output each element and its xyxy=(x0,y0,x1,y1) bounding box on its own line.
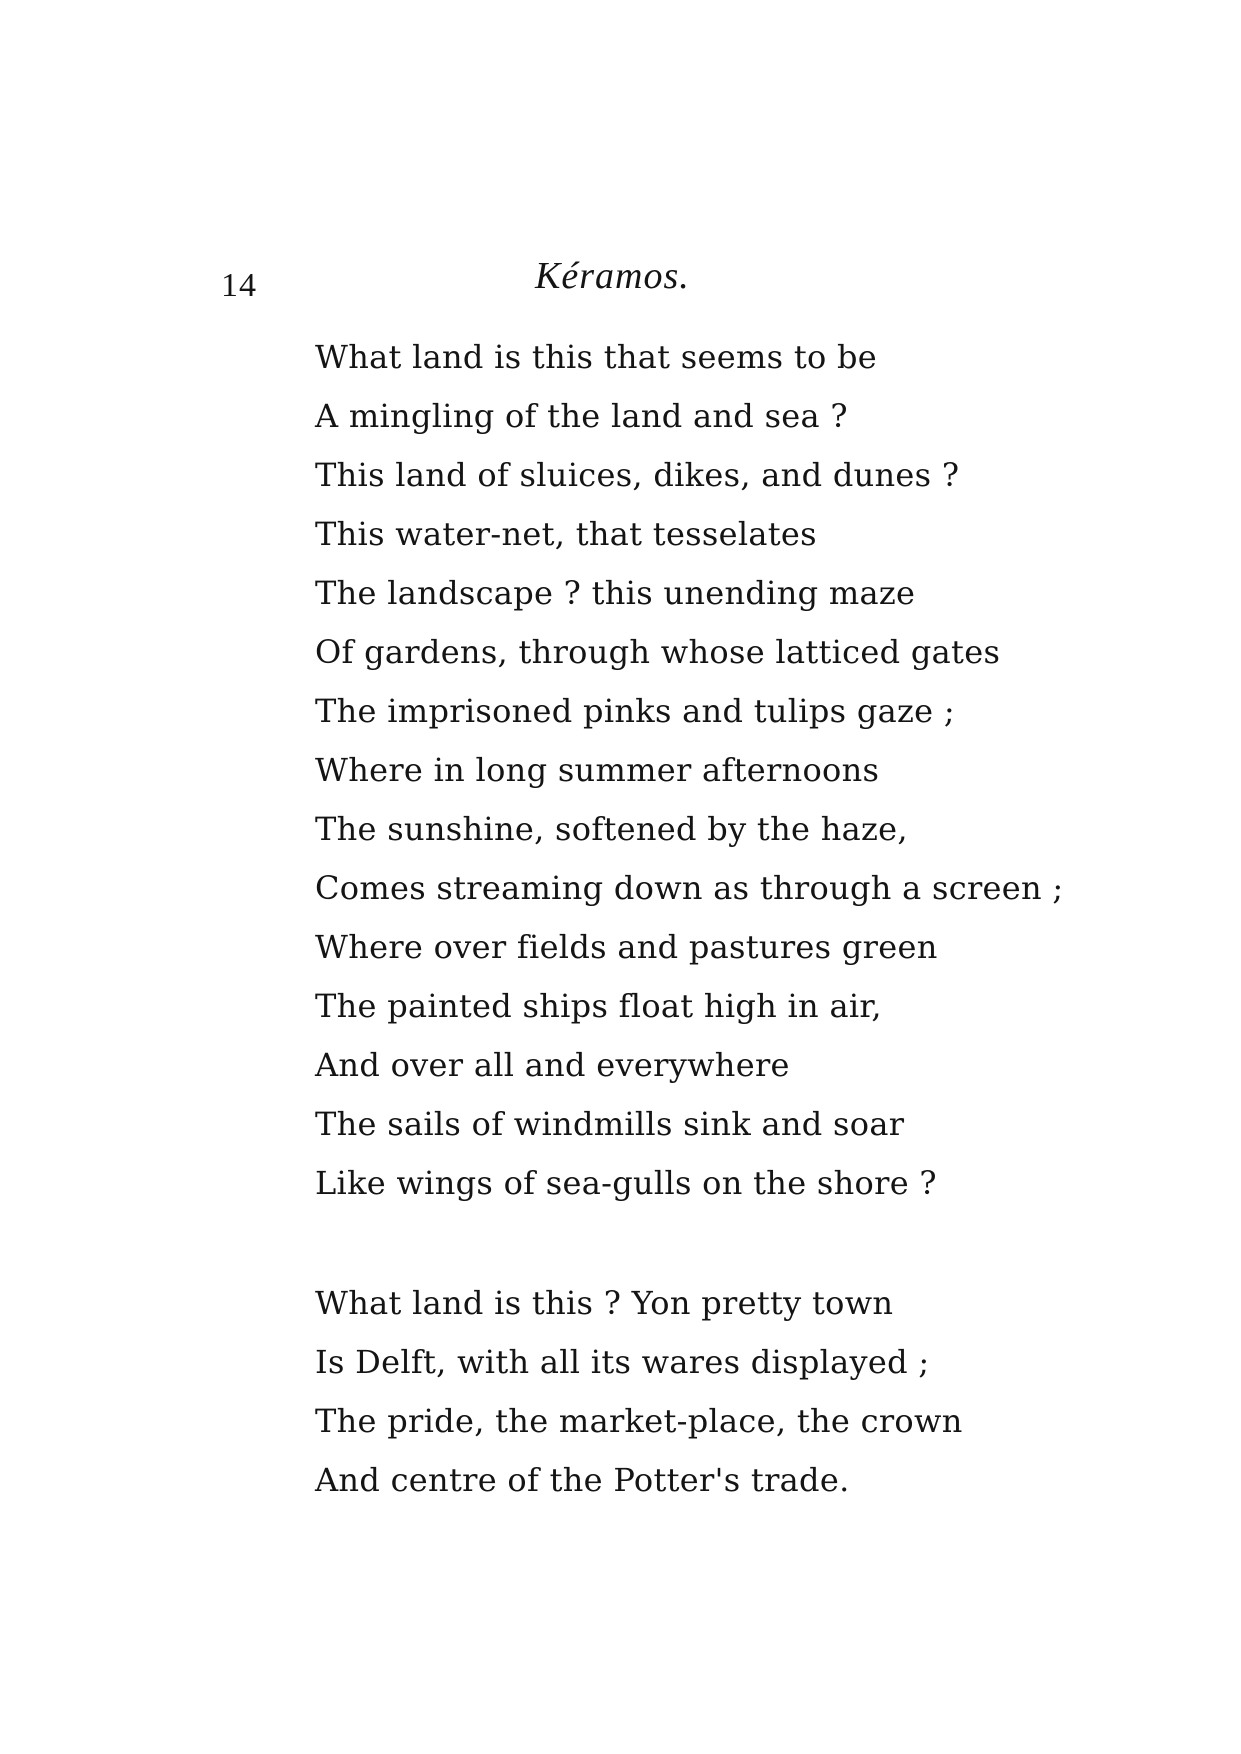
poem-stanza-1 xyxy=(315,328,1064,1213)
running-title: Kéramos. xyxy=(535,255,690,297)
page-number: 14 xyxy=(221,267,257,304)
poem-line: The landscape ? this unending maze xyxy=(315,574,916,612)
poem-line: What land is this ? Yon pretty town xyxy=(315,1284,894,1322)
poem-line: Comes streaming down as through a screen ; xyxy=(315,869,1064,907)
poem-line: Of gardens, through whose latticed gates xyxy=(315,633,1001,671)
poem-line: The pride, the market-place, the crown xyxy=(315,1402,963,1440)
poem-line: What land is this that seems to be xyxy=(315,338,878,376)
poem-line: The painted ships float high in air, xyxy=(315,987,882,1025)
poem-line: The imprisoned pinks and tulips gaze ; xyxy=(315,692,955,730)
poem-line: Where in long summer afternoons xyxy=(315,751,880,789)
poem-line: A mingling of the land and sea ? xyxy=(315,397,848,435)
poem-line: The sunshine, softened by the haze, xyxy=(315,810,908,848)
poem-line: The sails of windmills sink and soar xyxy=(315,1105,905,1143)
poem-line: This water-net, that tesselates xyxy=(315,515,817,553)
poem-line: Like wings of sea-gulls on the shore ? xyxy=(315,1164,937,1202)
poem-line: This land of sluices, dikes, and dunes ? xyxy=(315,456,960,494)
poem-line: Is Delft, with all its wares displayed ; xyxy=(315,1343,930,1381)
poem-stanza-2 xyxy=(315,1274,963,1510)
poem-line: Where over fields and pastures green xyxy=(315,928,938,966)
poem-line: And over all and everywhere xyxy=(315,1046,790,1084)
poem-line: And centre of the Potter's trade. xyxy=(315,1461,850,1499)
